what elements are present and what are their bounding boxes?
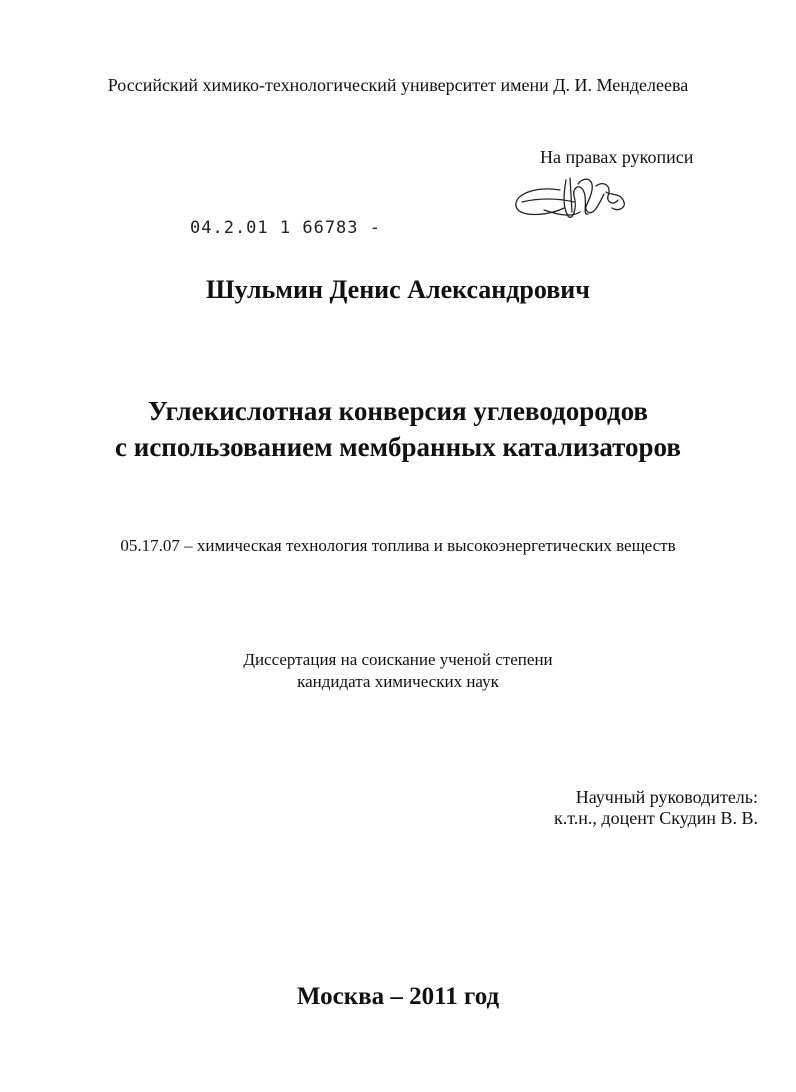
manuscript-rights-note: На правах рукописи <box>540 147 694 167</box>
university-name: Российский химико-технологический университет имени Д. И. Менделеева <box>107 75 689 95</box>
degree-line-1: Диссертация на соискание ученой степени <box>243 650 553 669</box>
author-name: Шульмин Денис Александрович <box>206 275 590 304</box>
registration-number: 04.2.01 1 66783 - <box>190 218 381 238</box>
dissertation-title-line-2: с использованием мембранных катализаторов <box>115 432 681 462</box>
supervisor-name: к.т.н., доцент Скудин В. В. <box>554 808 758 828</box>
city-year: Москва – 2011 год <box>296 983 500 1010</box>
supervisor-label: Научный руководитель: <box>575 787 758 807</box>
degree-line-2: кандидата химических наук <box>297 672 499 691</box>
specialty-code: 05.17.07 – химическая технология топлива и высокоэнергетических веществ <box>120 536 676 555</box>
signature-icon <box>508 172 636 230</box>
dissertation-title-line-1: Углекислотная конверсия углеводородов <box>147 396 649 426</box>
